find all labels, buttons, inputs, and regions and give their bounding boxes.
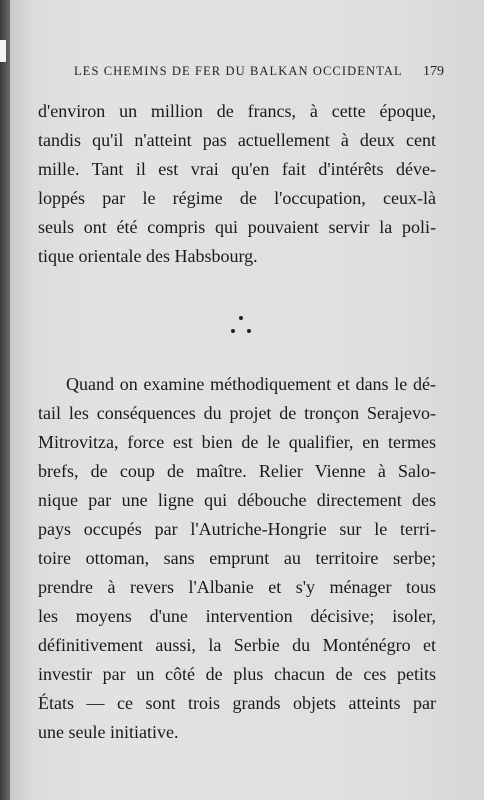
text-line: tique orientale des Habsbourg. (38, 246, 258, 266)
text-line: seuls ont été compris qui pouvaient servir la poli- (38, 217, 436, 237)
text-line: une seule initiative. (38, 722, 179, 742)
page-edge-marker (0, 40, 6, 62)
text-line: les moyens d'une intervention décisive; isoler, (38, 606, 436, 626)
text-line: nique par une ligne qui débouche directement des (38, 490, 436, 510)
paragraph-1 (38, 97, 436, 271)
text-line: pays occupés par l'Autriche-Hongrie sur le terri- (38, 519, 436, 539)
page-number: 179 (423, 64, 444, 79)
paragraph-2 (38, 370, 436, 747)
text-line: prendre à revers l'Albanie et s'y ménager tous (38, 577, 436, 597)
text-line: tandis qu'il n'atteint pas actuellement à deux cent (38, 130, 436, 150)
text-line: États — ce sont trois grands objets atteints par (38, 693, 436, 713)
running-head (74, 64, 444, 80)
book-spine-shadow (0, 0, 10, 800)
book-page (10, 0, 484, 800)
text-line: loppés par le régime de l'occupation, ceux-là (38, 188, 436, 208)
text-line: Quand on examine méthodiquement et dans le dé- (66, 374, 436, 394)
text-line: définitivement aussi, la Serbie du Monténégro et (38, 635, 436, 655)
text-line: toire ottoman, sans emprunt au territoire serbe; (38, 548, 436, 568)
text-line: brefs, de coup de maître. Relier Vienne à Salo- (38, 461, 436, 481)
text-line: mille. Tant il est vrai qu'en fait d'intérêts déve- (38, 159, 436, 179)
text-line: investir par un côté de plus chacun de ces petits (38, 664, 436, 684)
running-head-title: LES CHEMINS DE FER DU BALKAN OCCIDENTAL (74, 64, 403, 78)
text-line: Mitrovitza, force est bien de le qualifier, en termes (38, 432, 436, 452)
text-line: tail les conséquences du projet de tronçon Serajevo- (38, 403, 436, 423)
text-line: d'environ un million de francs, à cette époque, (38, 101, 436, 121)
section-break-asterism (226, 314, 256, 338)
